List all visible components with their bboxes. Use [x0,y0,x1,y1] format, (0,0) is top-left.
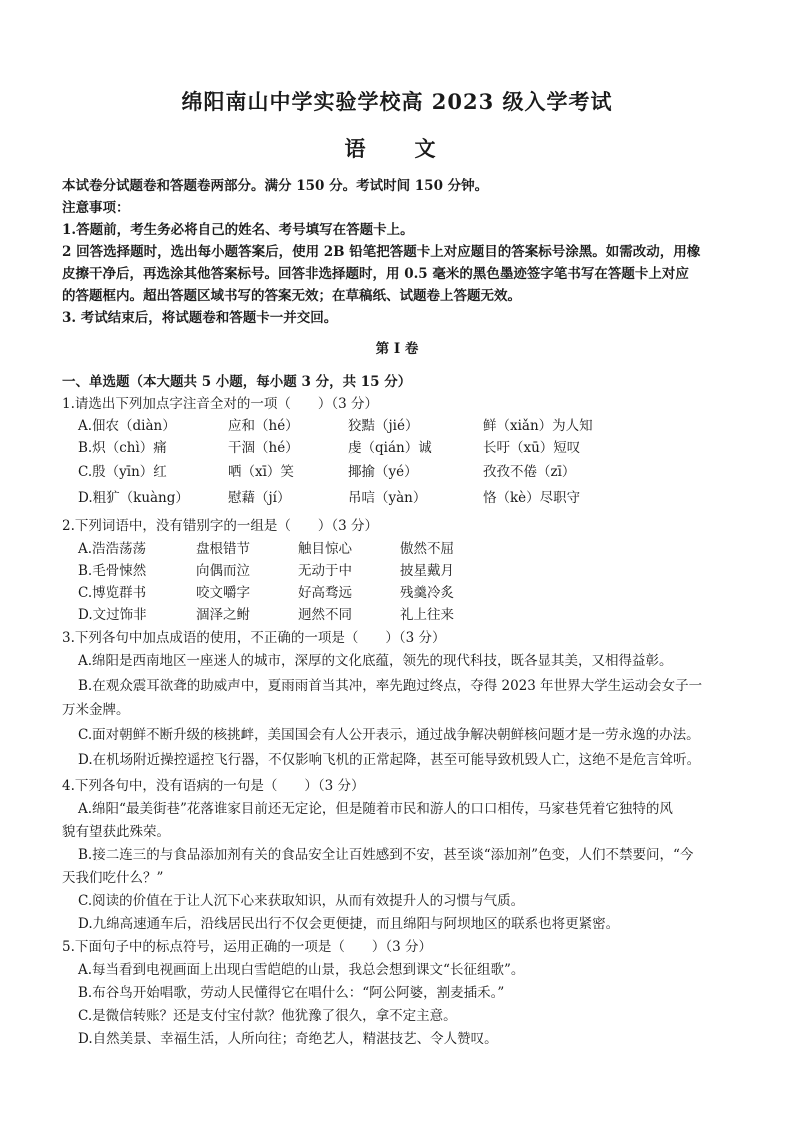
q1-cell: B.炽（chì）痛 [78,440,167,456]
q1-cell: 狡黠（jié） [348,418,419,434]
q1-cell: 揶揄（yé） [348,464,418,480]
q1-cell: 干涸（hé） [228,440,299,456]
q2-cell: 披星戴月 [400,563,454,579]
q2-cell: D.文过饰非 [78,607,147,623]
q1-cell: 吊唁（yàn） [348,490,427,506]
q2-stem: 2.下列词语中，没有错别字的一组是（ ）（3 分） [62,518,379,534]
q2-cell: A.浩浩荡荡 [78,541,147,557]
q4-option-a: A.绵阳“最美街巷”花落谁家目前还无定论，但是随着市民和游人的口口相传，马家巷凭着它独特的风 [78,801,673,817]
subject-title: 语 文 [344,136,450,161]
q5-option-c: C.是微信转账？还是支付宝付款？他犹豫了很久，拿不定主意。 [78,1008,457,1024]
q4-stem: 4.下列各句中，没有语病的一句是（ ）（3 分） [62,778,365,794]
q1-cell: D.粗犷（kuàng） [78,490,189,506]
q1-cell: 应和（hé） [228,418,299,434]
q3-option-a: A.绵阳是西南地区一座迷人的城市，深厚的文化底蕴，领先的现代科技，既各显其美，又相得益彰。 [78,653,673,669]
q2-cell: 傲然不屈 [400,541,454,557]
q3-stem: 3.下列各句中加点成语的使用，不正确的一项是（ ）（3 分） [62,630,446,646]
notice-item-2a: 2 回答选择题时，选出每小题答案后，使用 2B 铅笔把答题卡上对应题目的答案标号涂黑。如需改动，用橡 [62,244,701,260]
intro-line: 本试卷分试题卷和答题卷两部分。满分 150 分。考试时间 150 分钟。 [62,178,489,194]
q2-cell: 无动于中 [298,563,352,579]
exam-title: 绵阳南山中学实验学校高 2023 级入学考试 [181,89,613,114]
q2-cell: B.毛骨悚然 [78,563,147,579]
volume-label: 第 I 卷 [375,341,419,357]
q4-option-c: C.阅读的价值在于让人沉下心来获取知识，从而有效提升人的习惯与气质。 [78,893,525,909]
q5-option-b: B.布谷鸟开始唱歌，劳动人民懂得它在唱什么：“阿公阿婆，割麦插禾。” [78,985,505,1001]
q2-cell: 盘根错节 [196,541,250,557]
q1-cell: 孜孜不倦（zī） [483,464,576,480]
q4-option-d: D.九绵高速通车后，沿线居民出行不仅会更便捷，而且绵阳与阿坝地区的联系也将更紧密。 [78,916,620,932]
q5-option-d: D.自然美景、幸福生活，人所向往；奇绝艺人，精湛技艺、令人赞叹。 [78,1031,498,1047]
q5-option-a: A.每当看到电视画面上出现白雪皑皑的山景，我总会想到课文“长征组歌”。 [78,962,525,978]
q1-cell: A.佃农（diàn） [78,418,176,434]
q3-option-c: C.面对朝鲜不断升级的核挑衅，美国国会有人公开表示，通过战争解决朝鲜核问题才是一劳永逸的办法。 [78,727,700,743]
q4-option-a-cont: 貌有望获此殊荣。 [62,824,170,840]
q1-cell: C.殷（yīn）红 [78,464,167,480]
q1-cell: 哂（xī）笑 [228,464,294,480]
q3-option-b-cont: 万米金牌。 [62,702,130,718]
notice-label: 注意事项： [62,200,130,216]
q4-option-b: B.接二连三的与食品添加剂有关的食品安全让百姓感到不安，甚至谈“添加剂”色变，人们不禁要问，“今 [78,847,694,863]
notice-item-2c: 的答题框内。超出答题区域书写的答案无效；在草稿纸、试题卷上答题无效。 [62,288,521,304]
section-heading: 一、单选题（本大题共 5 小题，每小题 3 分，共 15 分） [62,374,412,390]
q2-cell: 残羹冷炙 [400,585,454,601]
q2-cell: C.博览群书 [78,585,147,601]
q3-option-b: B.在观众震耳欲聋的助威声中，夏雨雨首当其冲，率先跑过终点，夺得 2023 年世界大学生运动会女子一 [78,678,703,694]
q2-cell: 咬文嚼字 [196,585,250,601]
q4-option-b-cont: 天我们吃什么？” [62,870,164,886]
q2-cell: 向偶而泣 [196,563,250,579]
notice-item-2b: 皮擦干净后，再选涂其他答案标号。回答非选择题时，用 0.5 毫米的黑色墨迹签字笔书写在答题卡上对应 [62,266,689,282]
notice-item-3: 3. 考试结束后，将试题卷和答题卡一并交回。 [62,310,338,326]
q2-cell: 迥然不同 [298,607,352,623]
notice-item-1: 1.答题前，考生务必将自己的姓名、考号填写在答题卡上。 [62,222,414,238]
q2-cell: 涸泽之鲋 [196,607,250,623]
q1-cell: 长吁（xū）短叹 [483,440,581,456]
q3-option-d: D.在机场附近操控遥控飞行器，不仅影响飞机的正常起降，甚至可能导致机毁人亡，这绝不是危言耸听。 [78,752,701,768]
q1-cell: 慰藉（jí） [228,490,291,506]
q2-cell: 礼上往来 [400,607,454,623]
q1-cell: 鲜（xiǎn）为人知 [483,418,593,434]
q5-stem: 5.下面句子中的标点符号，运用正确的一项是（ ）（3 分） [62,939,433,955]
q1-stem: 1.请选出下列加点字注音全对的一项（ ）（3 分） [62,396,379,412]
q2-cell: 好高骛远 [298,585,352,601]
q1-cell: 虔（qián）诚 [348,440,432,456]
q2-cell: 触目惊心 [298,541,352,557]
q1-cell: 恪（kè）尽职守 [483,490,581,506]
